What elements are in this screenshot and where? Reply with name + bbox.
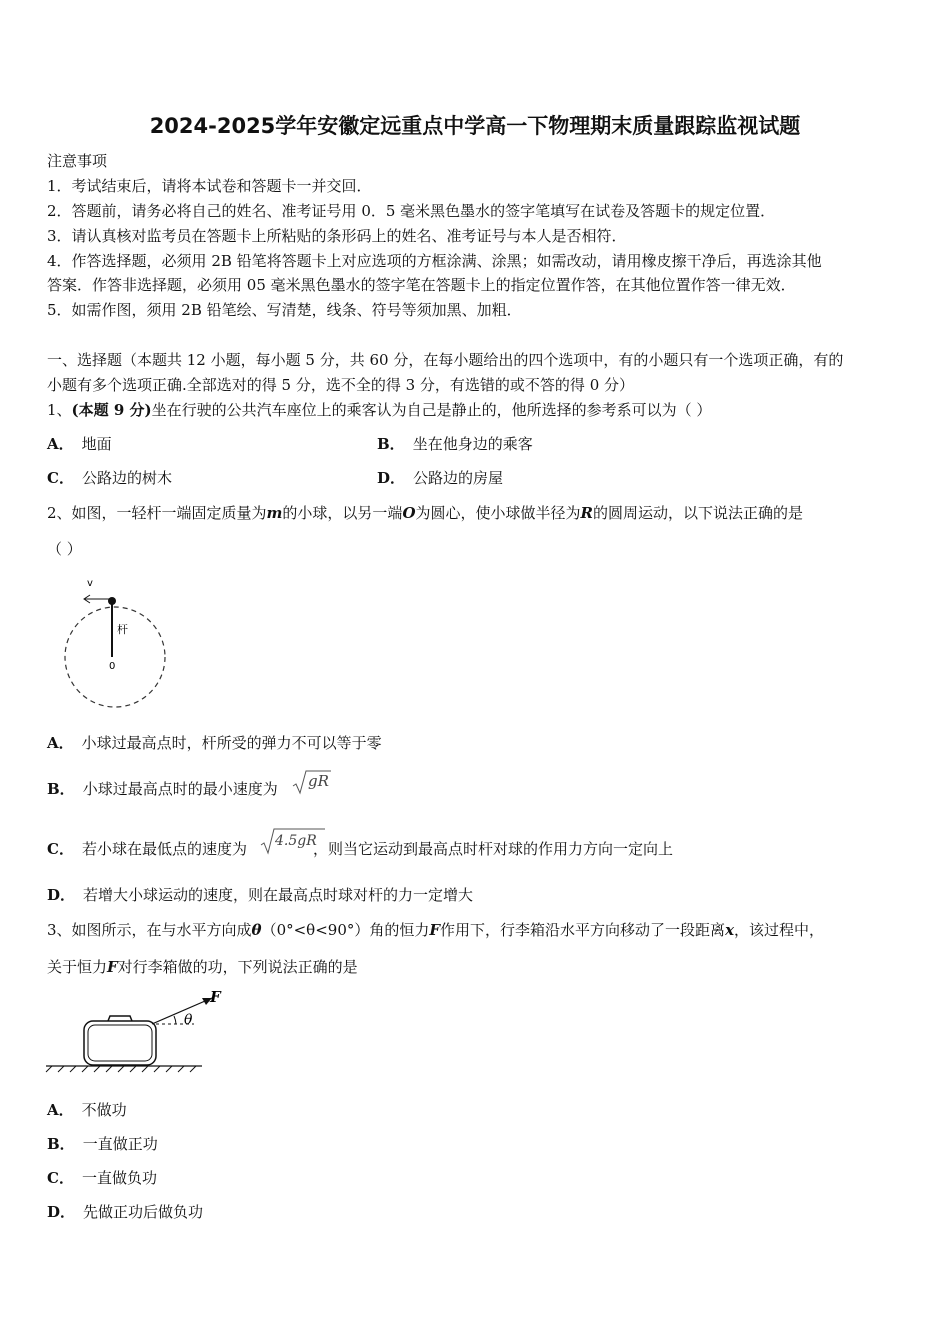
q3-text-3: 作用下，行李箱沿水平方向移动了一段距离 xyxy=(440,921,726,939)
option-label: A． xyxy=(47,734,74,752)
question-number: 1、 xyxy=(47,401,72,419)
theta-label: θ xyxy=(184,1012,193,1028)
q1-option-b xyxy=(377,433,533,455)
suitcase-body xyxy=(84,1021,156,1065)
question-3-stem xyxy=(47,919,824,941)
q2-var-o: O xyxy=(402,504,416,522)
option-text: 小球过最高点时的最小速度为 xyxy=(82,780,278,798)
q1-option-d xyxy=(377,467,503,489)
option-label: A． xyxy=(47,1101,74,1119)
q2-text-3: 为圆心，使小球做半径为 xyxy=(415,504,581,522)
option-text: 坐在他身边的乘客 xyxy=(412,435,533,453)
option-label: C． xyxy=(47,1169,74,1187)
notice-heading: 注意事项 xyxy=(47,152,108,170)
option-label: A． xyxy=(47,435,74,453)
notice-item-4: 4．作答选择题，必须用 2B 铅笔将答题卡上对应选项的方框涂满、涂黑；如需改动，请用橡皮擦干净后，再选涂其他 xyxy=(47,252,822,270)
question-text: 坐在行驶的公共汽车座位上的乘客认为自己是静止的，他所选择的参考系可以为（ ） xyxy=(151,401,712,419)
option-text: 公路边的树木 xyxy=(81,469,172,487)
option-label: D． xyxy=(377,469,406,487)
notice-item-5: 5．如需作图，须用 2B 铅笔绘、写清楚，线条、符号等须加黑、加粗． xyxy=(47,301,522,319)
velocity-label: v xyxy=(87,578,93,589)
option-label: B． xyxy=(47,780,75,798)
q3-option-a xyxy=(47,1099,127,1121)
q2-var-m: m xyxy=(266,504,283,522)
suitcase-inner xyxy=(88,1025,152,1061)
q2-option-b xyxy=(47,778,278,800)
q2-option-c xyxy=(47,838,673,860)
sqrt-4-5gR-formula xyxy=(260,826,326,856)
q2-option-d xyxy=(47,884,473,906)
question-1-stem xyxy=(47,399,711,421)
sqrt-content: 4.5gR xyxy=(275,833,317,849)
q3-text-1: 3、如图所示，在与水平方向成 xyxy=(47,921,252,939)
q3-text-5: 关于恒力 xyxy=(47,958,108,976)
option-text: 先做正功后做负功 xyxy=(83,1203,204,1221)
q2-text-4: 的圆周运动，以下说法正确的是 xyxy=(593,504,804,522)
notice-item-1: 1．考试结束后，请将本试卷和答题卡一并交回． xyxy=(47,177,372,195)
option-text: 小球过最高点时，杆所受的弹力不可以等于零 xyxy=(81,734,382,752)
option-text: 一直做负功 xyxy=(81,1169,157,1187)
dashed-circle-path xyxy=(65,607,165,707)
option-text: 公路边的房屋 xyxy=(413,469,504,487)
q1-option-a xyxy=(47,433,112,455)
q3-text-2: 角的恒力 xyxy=(369,921,430,939)
section-heading-line2: 小题有多个选项正确.全部选对的得 5 分，选不全的得 3 分，有选错的或不答的得 0 分） xyxy=(47,376,635,394)
option-label: D． xyxy=(47,886,76,904)
force-label: F xyxy=(210,988,221,1006)
question-2-stem xyxy=(47,502,803,524)
q3-option-c xyxy=(47,1167,157,1189)
q2-text-2: 的小球，以另一端 xyxy=(282,504,403,522)
question-3-stem-line2 xyxy=(47,956,358,978)
option-label: D． xyxy=(47,1203,76,1221)
q3-var-f: F xyxy=(429,921,441,939)
ground-hatch xyxy=(46,1066,196,1072)
q1-option-c xyxy=(47,467,172,489)
rod-label: 杆 xyxy=(117,623,128,636)
q3-text-6: 对行李箱做的功，下列说法正确的是 xyxy=(117,958,358,976)
q3-var-theta: θ xyxy=(251,921,262,939)
option-text: 若增大小球运动的速度，则在最高点时球对杆的力一定增大 xyxy=(83,886,474,904)
q3-option-b xyxy=(47,1133,158,1155)
option-text: 一直做正功 xyxy=(82,1135,158,1153)
q3-text-4: ，该过程中， xyxy=(734,921,825,939)
q2-var-r: R xyxy=(580,504,593,522)
q2-text-1: 2、如图，一轻杆一端固定质量为 xyxy=(47,504,267,522)
option-text: 若小球在最低点的速度为 xyxy=(81,840,247,858)
center-label: 0 xyxy=(109,661,116,672)
q3-option-d xyxy=(47,1201,203,1223)
question-score: (本题 9 分) xyxy=(71,401,152,419)
section-heading-line1: 一、选择题（本题共 12 小题，每小题 5 分，共 60 分，在每小题给出的四个选项中，有的小题只有一个选项正确，有的 xyxy=(47,351,844,369)
q3-var-x: x xyxy=(725,921,735,939)
option-text: 不做功 xyxy=(81,1101,127,1119)
circular-motion-figure xyxy=(55,572,175,712)
q2-option-a xyxy=(47,732,382,754)
force-arrow xyxy=(152,998,212,1024)
notice-item-2: 2．答题前，请务必将自己的姓名、准考证号用 0．5 毫米黑色墨水的签字笔填写在试卷及答题卡的规定位置． xyxy=(47,202,776,220)
option-label: B． xyxy=(377,435,405,453)
sqrt-content: gR xyxy=(308,772,329,790)
notice-item-4-cont: 答案．作答非选择题，必须用 05 毫米黑色墨水的签字笔在答题卡上的指定位置作答，在其他位置作答一律无效． xyxy=(47,276,796,294)
option-text: 地面 xyxy=(81,435,112,453)
ball-dot xyxy=(108,597,116,605)
suitcase-force-figure xyxy=(44,986,234,1076)
option-label: C． xyxy=(47,840,74,858)
option-label: B． xyxy=(47,1135,75,1153)
page-title: 2024-2025学年安徽定远重点中学高一下物理期末质量跟踪监视试题 xyxy=(149,114,801,138)
angle-arc xyxy=(174,1016,176,1024)
sqrt-gR-formula xyxy=(292,768,332,796)
q3-range: （0°<θ<90°） xyxy=(261,921,370,939)
q3-var-f: F xyxy=(107,958,118,976)
option-text-tail: ，则当它运动到最高点时杆对球的作用力方向一定向上 xyxy=(312,840,673,858)
option-label: C． xyxy=(47,469,74,487)
q2-answer-paren: （ ） xyxy=(47,540,82,558)
notice-item-3: 3．请认真核对监考员在答题卡上所粘贴的条形码上的姓名、准考证号与本人是否相符． xyxy=(47,227,627,245)
